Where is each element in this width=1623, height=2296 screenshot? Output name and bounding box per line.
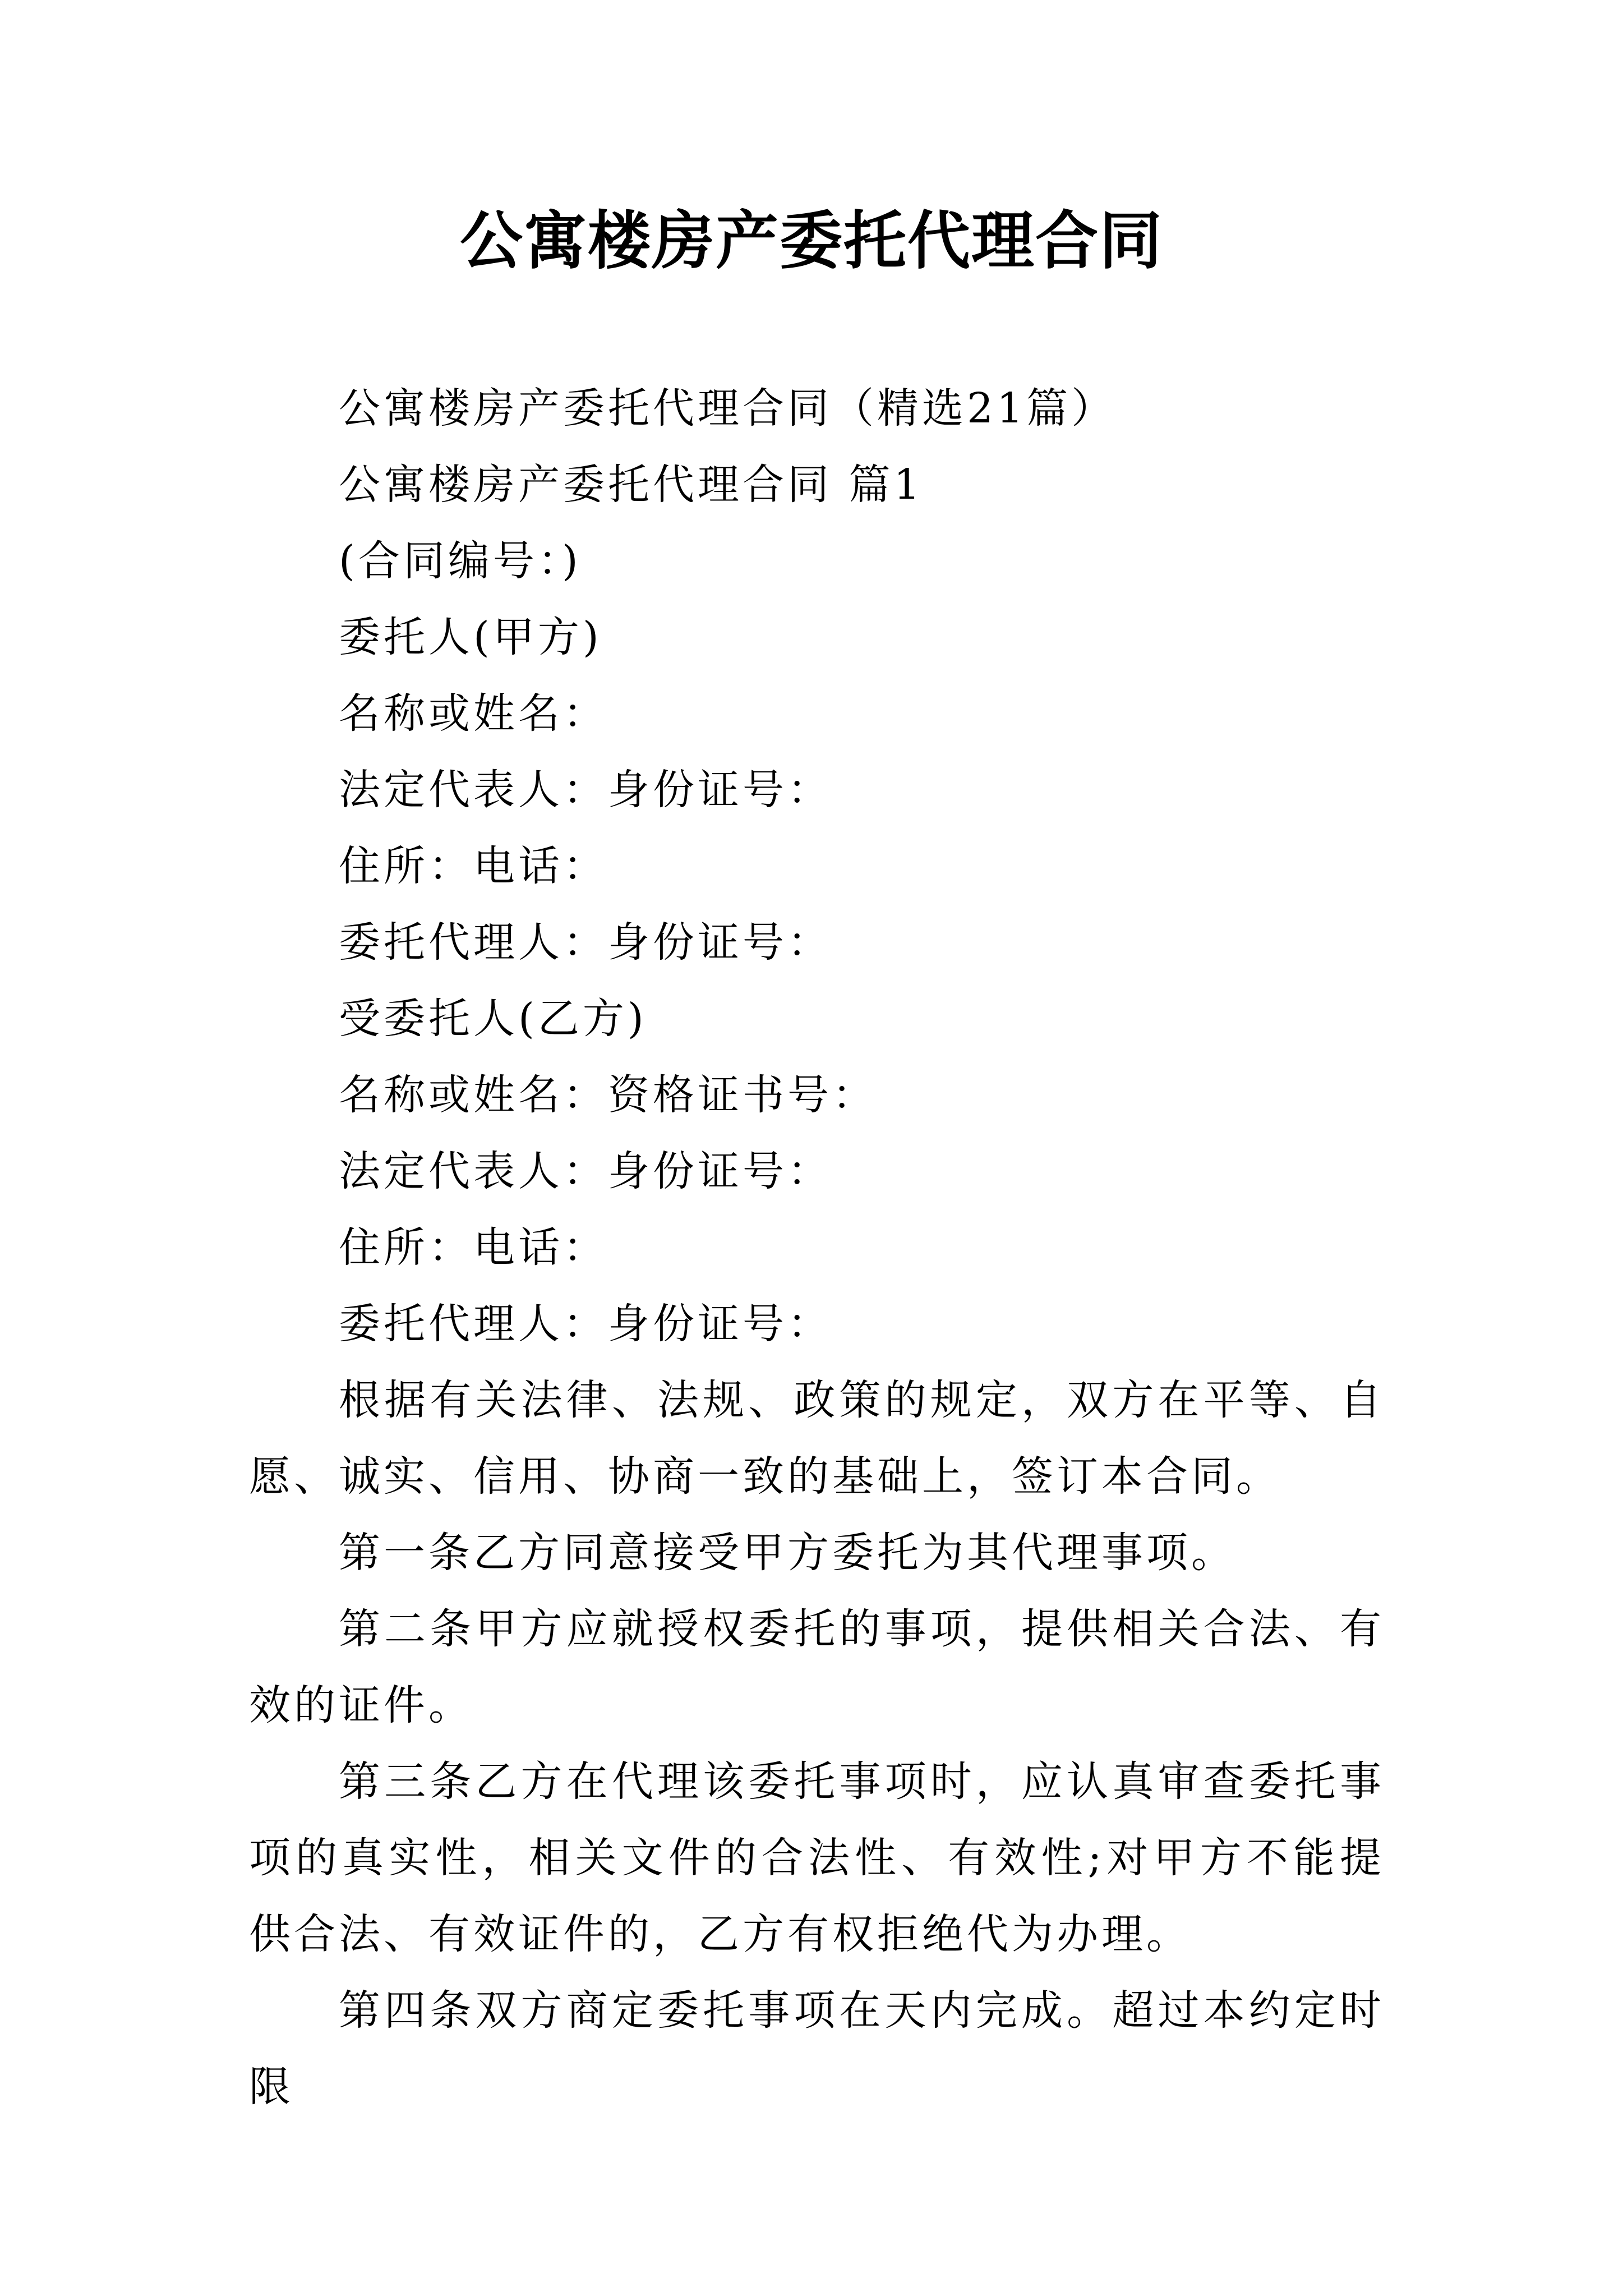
paragraph-party-b-name: 名称或姓名：资格证书号： [339, 1071, 877, 1119]
paragraph-party-a-name: 名称或姓名： [339, 689, 608, 738]
paragraph-party-a-legal-rep: 法定代表人：身份证号： [339, 766, 832, 814]
paragraph-party-a-address: 住所：电话： [339, 842, 608, 890]
paragraph-contract-number: (合同编号：) [339, 537, 582, 585]
document-title: 公寓楼房产委托代理合同 [460, 205, 1163, 278]
document-body [249, 370, 1385, 2125]
paragraph-article-2: 第二条甲方应就授权委托的事项，提供相关合法、有效的证件。 [249, 1605, 1385, 1729]
paragraph-party-a-heading: 委托人(甲方) [339, 613, 602, 661]
paragraph-collection-title: 公寓楼房产委托代理合同（精选21篇） [339, 384, 1117, 432]
paragraph-party-b-legal-rep: 法定代表人：身份证号： [339, 1147, 832, 1195]
paragraph-party-b-agent: 委托代理人：身份证号： [339, 1300, 832, 1348]
paragraph-article-3: 第三条乙方在代理该委托事项时，应认真审查委托事项的真实性，相关文件的合法性、有效性;对甲方不能提供合法、有效证件的，乙方有权拒绝代为办理。 [249, 1757, 1385, 1958]
paragraph-party-a-agent: 委托代理人：身份证号： [339, 918, 832, 967]
paragraph-preamble: 根据有关法律、法规、政策的规定，双方在平等、自愿、诚实、信用、协商一致的基础上，签订本合同。 [249, 1376, 1385, 1501]
paragraph-article-1: 第一条乙方同意接受甲方委托为其代理事项。 [339, 1529, 1236, 1577]
paragraph-party-b-address: 住所：电话： [339, 1223, 608, 1272]
paragraph-party-b-heading: 受委托人(乙方) [339, 995, 647, 1043]
paragraph-article-4: 第四条双方商定委托事项在天内完成。超过本约定时限 [249, 1986, 1385, 2111]
paragraph-article-heading: 公寓楼房产委托代理合同 篇1 [339, 461, 924, 509]
